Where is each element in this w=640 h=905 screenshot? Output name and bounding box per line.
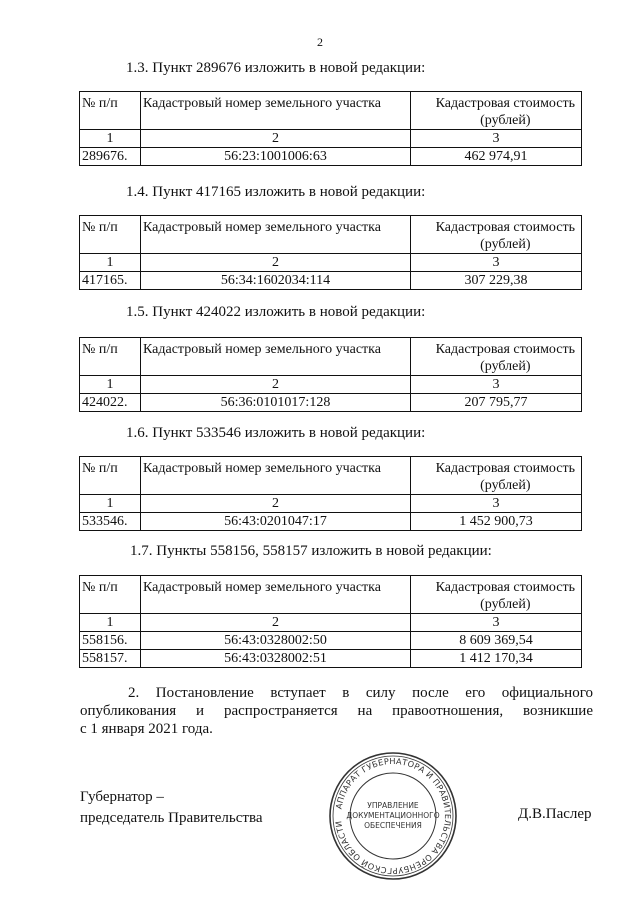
colnum-3: 3 <box>411 495 582 513</box>
table-1-6 <box>79 456 582 531</box>
colnum-3: 3 <box>411 254 582 272</box>
colnum-3: 3 <box>411 614 582 632</box>
header-value: Кадастровая стоимость (рублей) <box>411 92 582 130</box>
colnum-3: 3 <box>411 376 582 394</box>
page-number: 2 <box>317 35 323 49</box>
colnum-3: 3 <box>411 130 582 148</box>
colnum-2: 2 <box>141 254 411 272</box>
row-num: 558157. <box>80 650 141 668</box>
header-value: Кадастровая стоимость (рублей) <box>411 216 582 254</box>
header-cadastral: Кадастровый номер земельного участка <box>141 576 411 614</box>
row-value: 8 609 369,54 <box>411 632 582 650</box>
section-heading-1-3: 1.3. Пункт 289676 изложить в новой редакции: <box>126 60 426 76</box>
row-value: 1 412 170,34 <box>411 650 582 668</box>
section-heading-1-7: 1.7. Пункты 558156, 558157 изложить в новой редакции: <box>130 543 492 559</box>
header-value: Кадастровая стоимость (рублей) <box>411 338 582 376</box>
table-row <box>80 272 582 290</box>
row-num: 533546. <box>80 513 141 531</box>
colnum-1: 1 <box>80 614 141 632</box>
svg-text:УПРАВЛЕНИЕ: УПРАВЛЕНИЕ <box>367 801 419 810</box>
section-heading-1-4: 1.4. Пункт 417165 изложить в новой редакции: <box>126 184 426 200</box>
row-num: 424022. <box>80 394 141 412</box>
table-row <box>80 632 582 650</box>
colnum-2: 2 <box>141 614 411 632</box>
table-row <box>80 650 582 668</box>
closing-paragraph <box>80 684 593 738</box>
row-cadastral: 56:23:1001006:63 <box>141 148 411 166</box>
row-value: 307 229,38 <box>411 272 582 290</box>
row-cadastral: 56:43:0328002:51 <box>141 650 411 668</box>
header-cadastral: Кадастровый номер земельного участка <box>141 216 411 254</box>
row-cadastral: 56:43:0201047:17 <box>141 513 411 531</box>
row-cadastral: 56:43:0328002:50 <box>141 632 411 650</box>
header-value: Кадастровая стоимость (рублей) <box>411 457 582 495</box>
header-cadastral: Кадастровый номер земельного участка <box>141 457 411 495</box>
row-value: 462 974,91 <box>411 148 582 166</box>
colnum-2: 2 <box>141 130 411 148</box>
header-num: № п/п <box>80 576 141 614</box>
svg-text:ОБЕСПЕЧЕНИЯ: ОБЕСПЕЧЕНИЯ <box>364 821 422 830</box>
colnum-2: 2 <box>141 495 411 513</box>
signatory-title-line: Губернатор – <box>80 789 164 805</box>
header-num: № п/п <box>80 92 141 130</box>
colnum-2: 2 <box>141 376 411 394</box>
header-num: № п/п <box>80 338 141 376</box>
row-num: 289676. <box>80 148 141 166</box>
row-cadastral: 56:36:0101017:128 <box>141 394 411 412</box>
official-stamp-icon <box>327 750 459 882</box>
section-heading-1-6: 1.6. Пункт 533546 изложить в новой редакции: <box>126 425 426 441</box>
header-cadastral: Кадастровый номер земельного участка <box>141 338 411 376</box>
table-row <box>80 394 582 412</box>
paragraph-line: с 1 января 2021 года. <box>80 721 213 737</box>
row-num: 417165. <box>80 272 141 290</box>
header-num: № п/п <box>80 457 141 495</box>
colnum-1: 1 <box>80 376 141 394</box>
table-1-4 <box>79 215 582 290</box>
table-1-3 <box>79 91 582 166</box>
signatory-title-line: председатель Правительства <box>80 810 263 826</box>
table-1-5 <box>79 337 582 412</box>
table-row <box>80 513 582 531</box>
svg-text:ДОКУМЕНТАЦИОННОГО: ДОКУМЕНТАЦИОННОГО <box>346 811 440 820</box>
colnum-1: 1 <box>80 130 141 148</box>
section-heading-1-5: 1.5. Пункт 424022 изложить в новой редакции: <box>126 304 426 320</box>
row-num: 558156. <box>80 632 141 650</box>
header-cadastral: Кадастровый номер земельного участка <box>141 92 411 130</box>
svg-text:АППАРАТ ГУБЕРНАТОРА И ПРАВИТЕЛ: АППАРАТ ГУБЕРНАТОРА И ПРАВИТЕЛЬСТВА ОРЕНБУРГСКОЙ ОБЛАСТИ <box>333 755 454 877</box>
header-value: Кадастровая стоимость (рублей) <box>411 576 582 614</box>
row-value: 207 795,77 <box>411 394 582 412</box>
colnum-1: 1 <box>80 254 141 272</box>
paragraph-line: 2. Постановление вступает в силу после его официального <box>128 685 593 701</box>
colnum-1: 1 <box>80 495 141 513</box>
signatory-name: Д.В.Паслер <box>518 806 592 822</box>
table-1-7 <box>79 575 582 668</box>
row-value: 1 452 900,73 <box>411 513 582 531</box>
row-cadastral: 56:34:1602034:114 <box>141 272 411 290</box>
paragraph-line: опубликования и распространяется на правоотношения, возникшие <box>80 703 593 719</box>
header-num: № п/п <box>80 216 141 254</box>
table-row <box>80 148 582 166</box>
signatory-title <box>80 787 263 829</box>
